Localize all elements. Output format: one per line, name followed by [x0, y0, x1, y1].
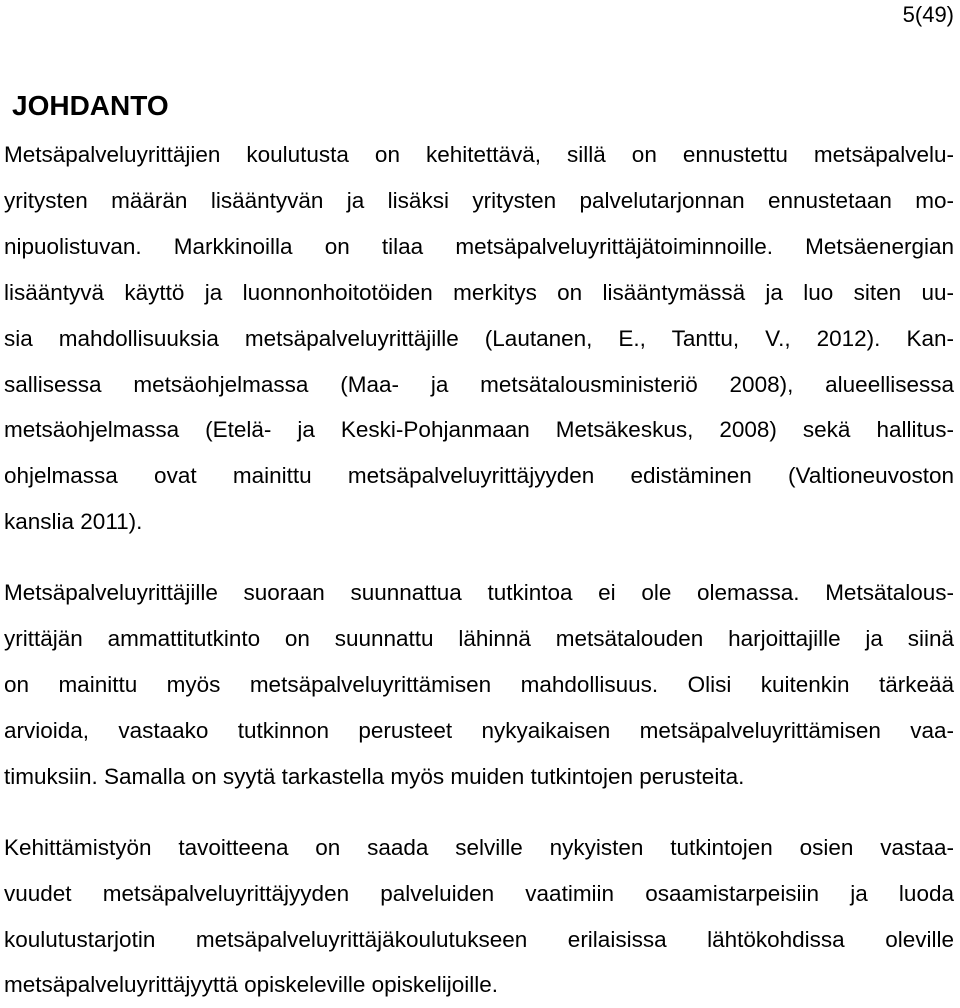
text-line: metsäohjelmassa (Etelä- ja Keski-Pohjanmaan Metsäkeskus, 2008) sekä hallitus-: [4, 417, 954, 443]
text-line: timuksiin. Samalla on syytä tarkastella myös muiden tutkintojen perusteita.: [4, 763, 745, 789]
page-number: 5(49): [902, 2, 954, 27]
text-line: koulutustarjotin metsäpalveluyrittäjäkoulutukseen erilaisissa lähtökohdissa oleville: [4, 926, 954, 952]
paragraph-3: [4, 825, 954, 1008]
text-line: metsäpalveluyrittäjyyttä opiskeleville opiskelijoille.: [4, 972, 498, 998]
paragraph-2: [4, 570, 954, 800]
text-line: on mainittu myös metsäpalveluyrittämisen mahdollisuus. Olisi kuitenkin tärkeää: [4, 671, 954, 697]
paragraph-1: [4, 132, 954, 545]
text-line: sia mahdollisuuksia metsäpalveluyrittäjille (Lautanen, E., Tanttu, V., 2012). Kan-: [4, 325, 954, 351]
text-line: kanslia 2011).: [4, 509, 143, 535]
text-line: vuudet metsäpalveluyrittäjyyden palveluiden vaatimiin osaamistarpeisiin ja luoda: [4, 880, 954, 906]
text-line: ohjelmassa ovat mainittu metsäpalveluyrittäjyyden edistäminen (Valtioneuvoston: [4, 463, 954, 489]
text-line: yritysten määrän lisääntyvän ja lisäksi yritysten palvelutarjonnan ennustetaan mo-: [4, 187, 954, 213]
text-line: Metsäpalveluyrittäjien koulutusta on kehitettävä, sillä on ennustettu metsäpalvelu-: [4, 142, 954, 167]
body-text: [4, 132, 954, 1008]
text-line: arvioida, vastaako tutkinnon perusteet nykyaikaisen metsäpalveluyrittämisen vaa-: [4, 717, 954, 743]
text-line: sallisessa metsäohjelmassa (Maa- ja metsätalousministeriö 2008), alueellisessa: [4, 371, 954, 397]
text-line: yrittäjän ammattitutkinto on suunnattu lähinnä metsätalouden harjoittajille ja siinä: [4, 626, 954, 652]
text-line: lisääntyvä käyttö ja luonnonhoitotöiden merkitys on lisääntymässä ja luo siten uu-: [4, 279, 954, 305]
text-line: Metsäpalveluyrittäjille suoraan suunnattua tutkintoa ei ole olemassa. Metsätalous-: [4, 580, 954, 606]
text-line: Kehittämistyön tavoitteena on saada selville nykyisten tutkintojen osien vastaa-: [4, 834, 954, 860]
section-heading: JOHDANTO: [12, 90, 169, 121]
text-line: nipuolistuvan. Markkinoilla on tilaa metsäpalveluyrittäjätoiminnoille. Metsäenergian: [4, 233, 954, 259]
